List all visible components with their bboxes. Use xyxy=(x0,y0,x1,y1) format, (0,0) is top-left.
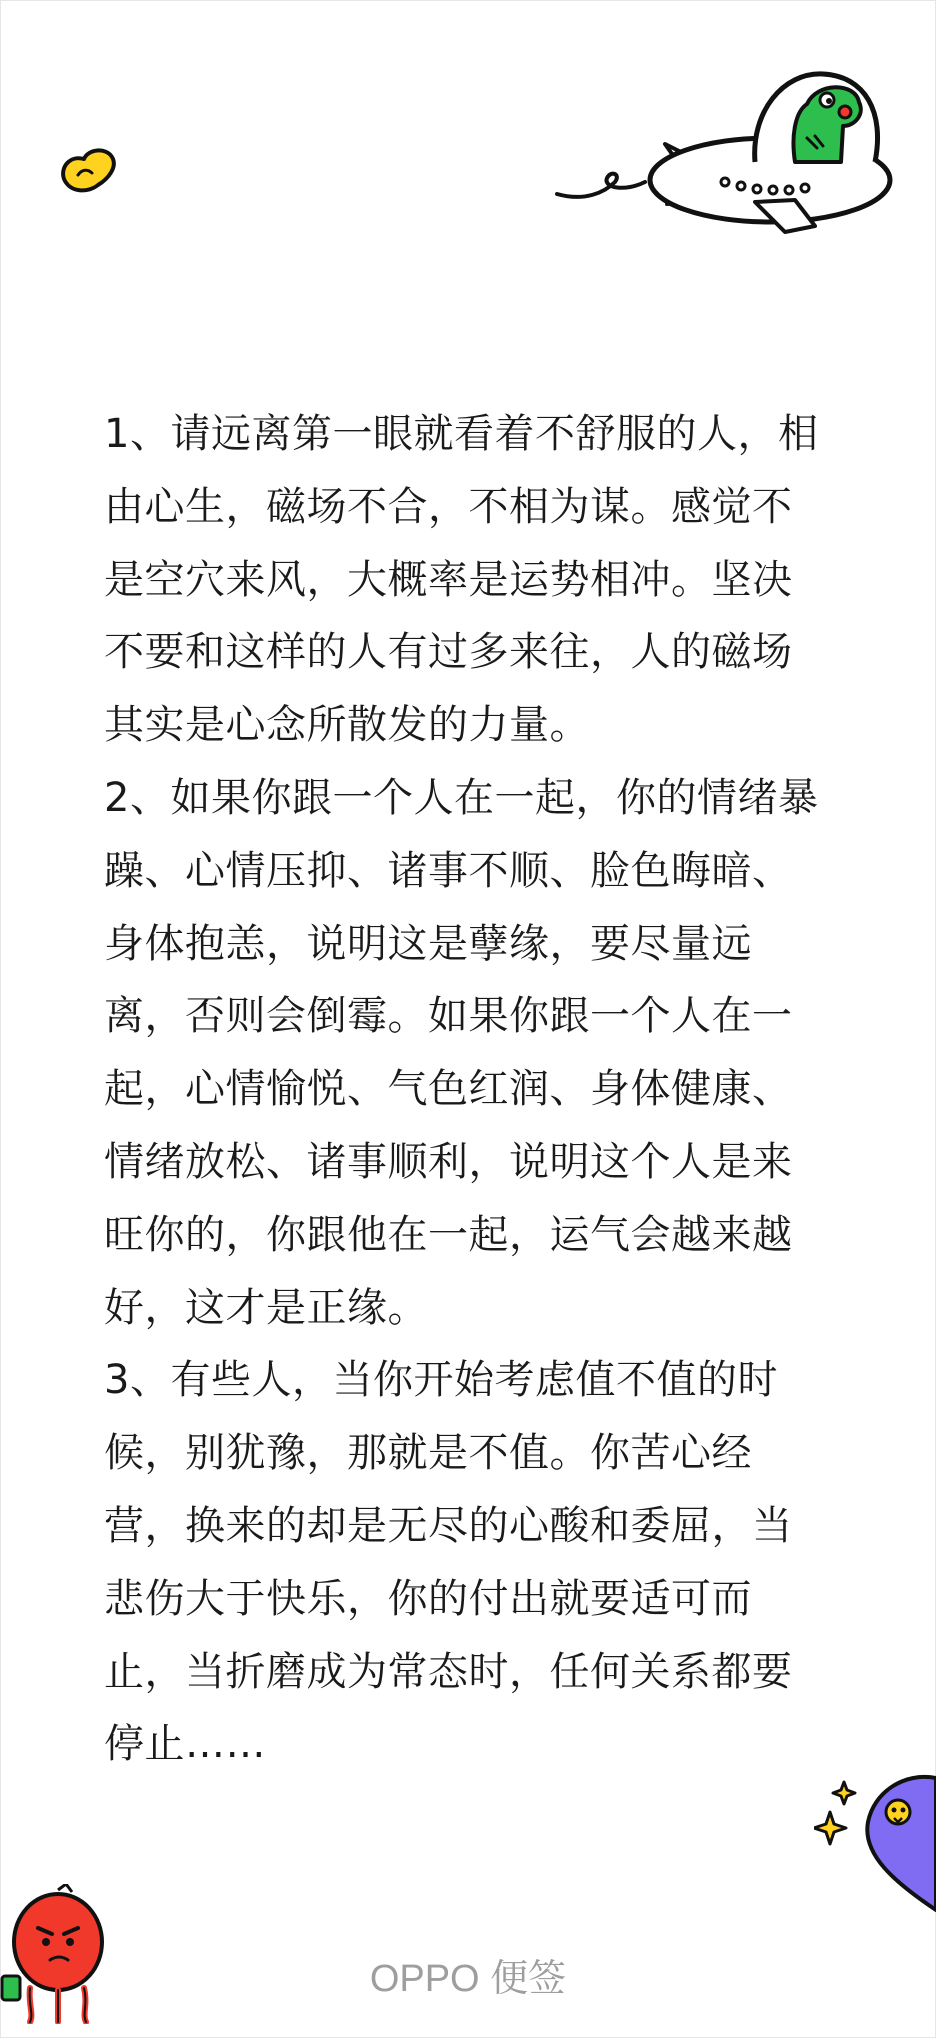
dinosaur-ufo-icon xyxy=(555,52,905,242)
note-content[interactable] xyxy=(104,398,824,1781)
note-paragraph-3: 3、有些人，当你开始考虑值不值的时候，别犹豫，那就是不值。你苦心经营，换来的却是无尽的心酸和委屈，当悲伤大于快乐，你的付出就要适可而止，当折磨成为常态时，任何关系都要停止…… xyxy=(104,1357,793,1768)
note-paragraph-2: 2、如果你跟一个人在一起，你的情绪暴躁、心情压抑、诸事不顺、脸色晦暗、身体抱恙，说明这是孽缘，要尽量远离，否则会倒霉。如果你跟一个人在一起，心情愉悦、气色红润、身体健康、情绪放松、诸事顺利，说明这个人是来旺你的，你跟他在一起，运气会越来越好，这才是正缘。 xyxy=(104,774,819,1331)
app-watermark: OPPO 便签 xyxy=(369,1958,567,2000)
purple-bird-sparkle-icon xyxy=(814,1772,936,1912)
note-paragraph-1: 1、请远离第一眼就看着不舒服的人，相由心生，磁场不合，不相为谋。感觉不是空穴来风，大概率是运势相冲。坚决不要和这样的人有过多来往，人的磁场其实是心念所散发的力量。 xyxy=(104,411,819,749)
yellow-bean-icon xyxy=(58,145,120,197)
